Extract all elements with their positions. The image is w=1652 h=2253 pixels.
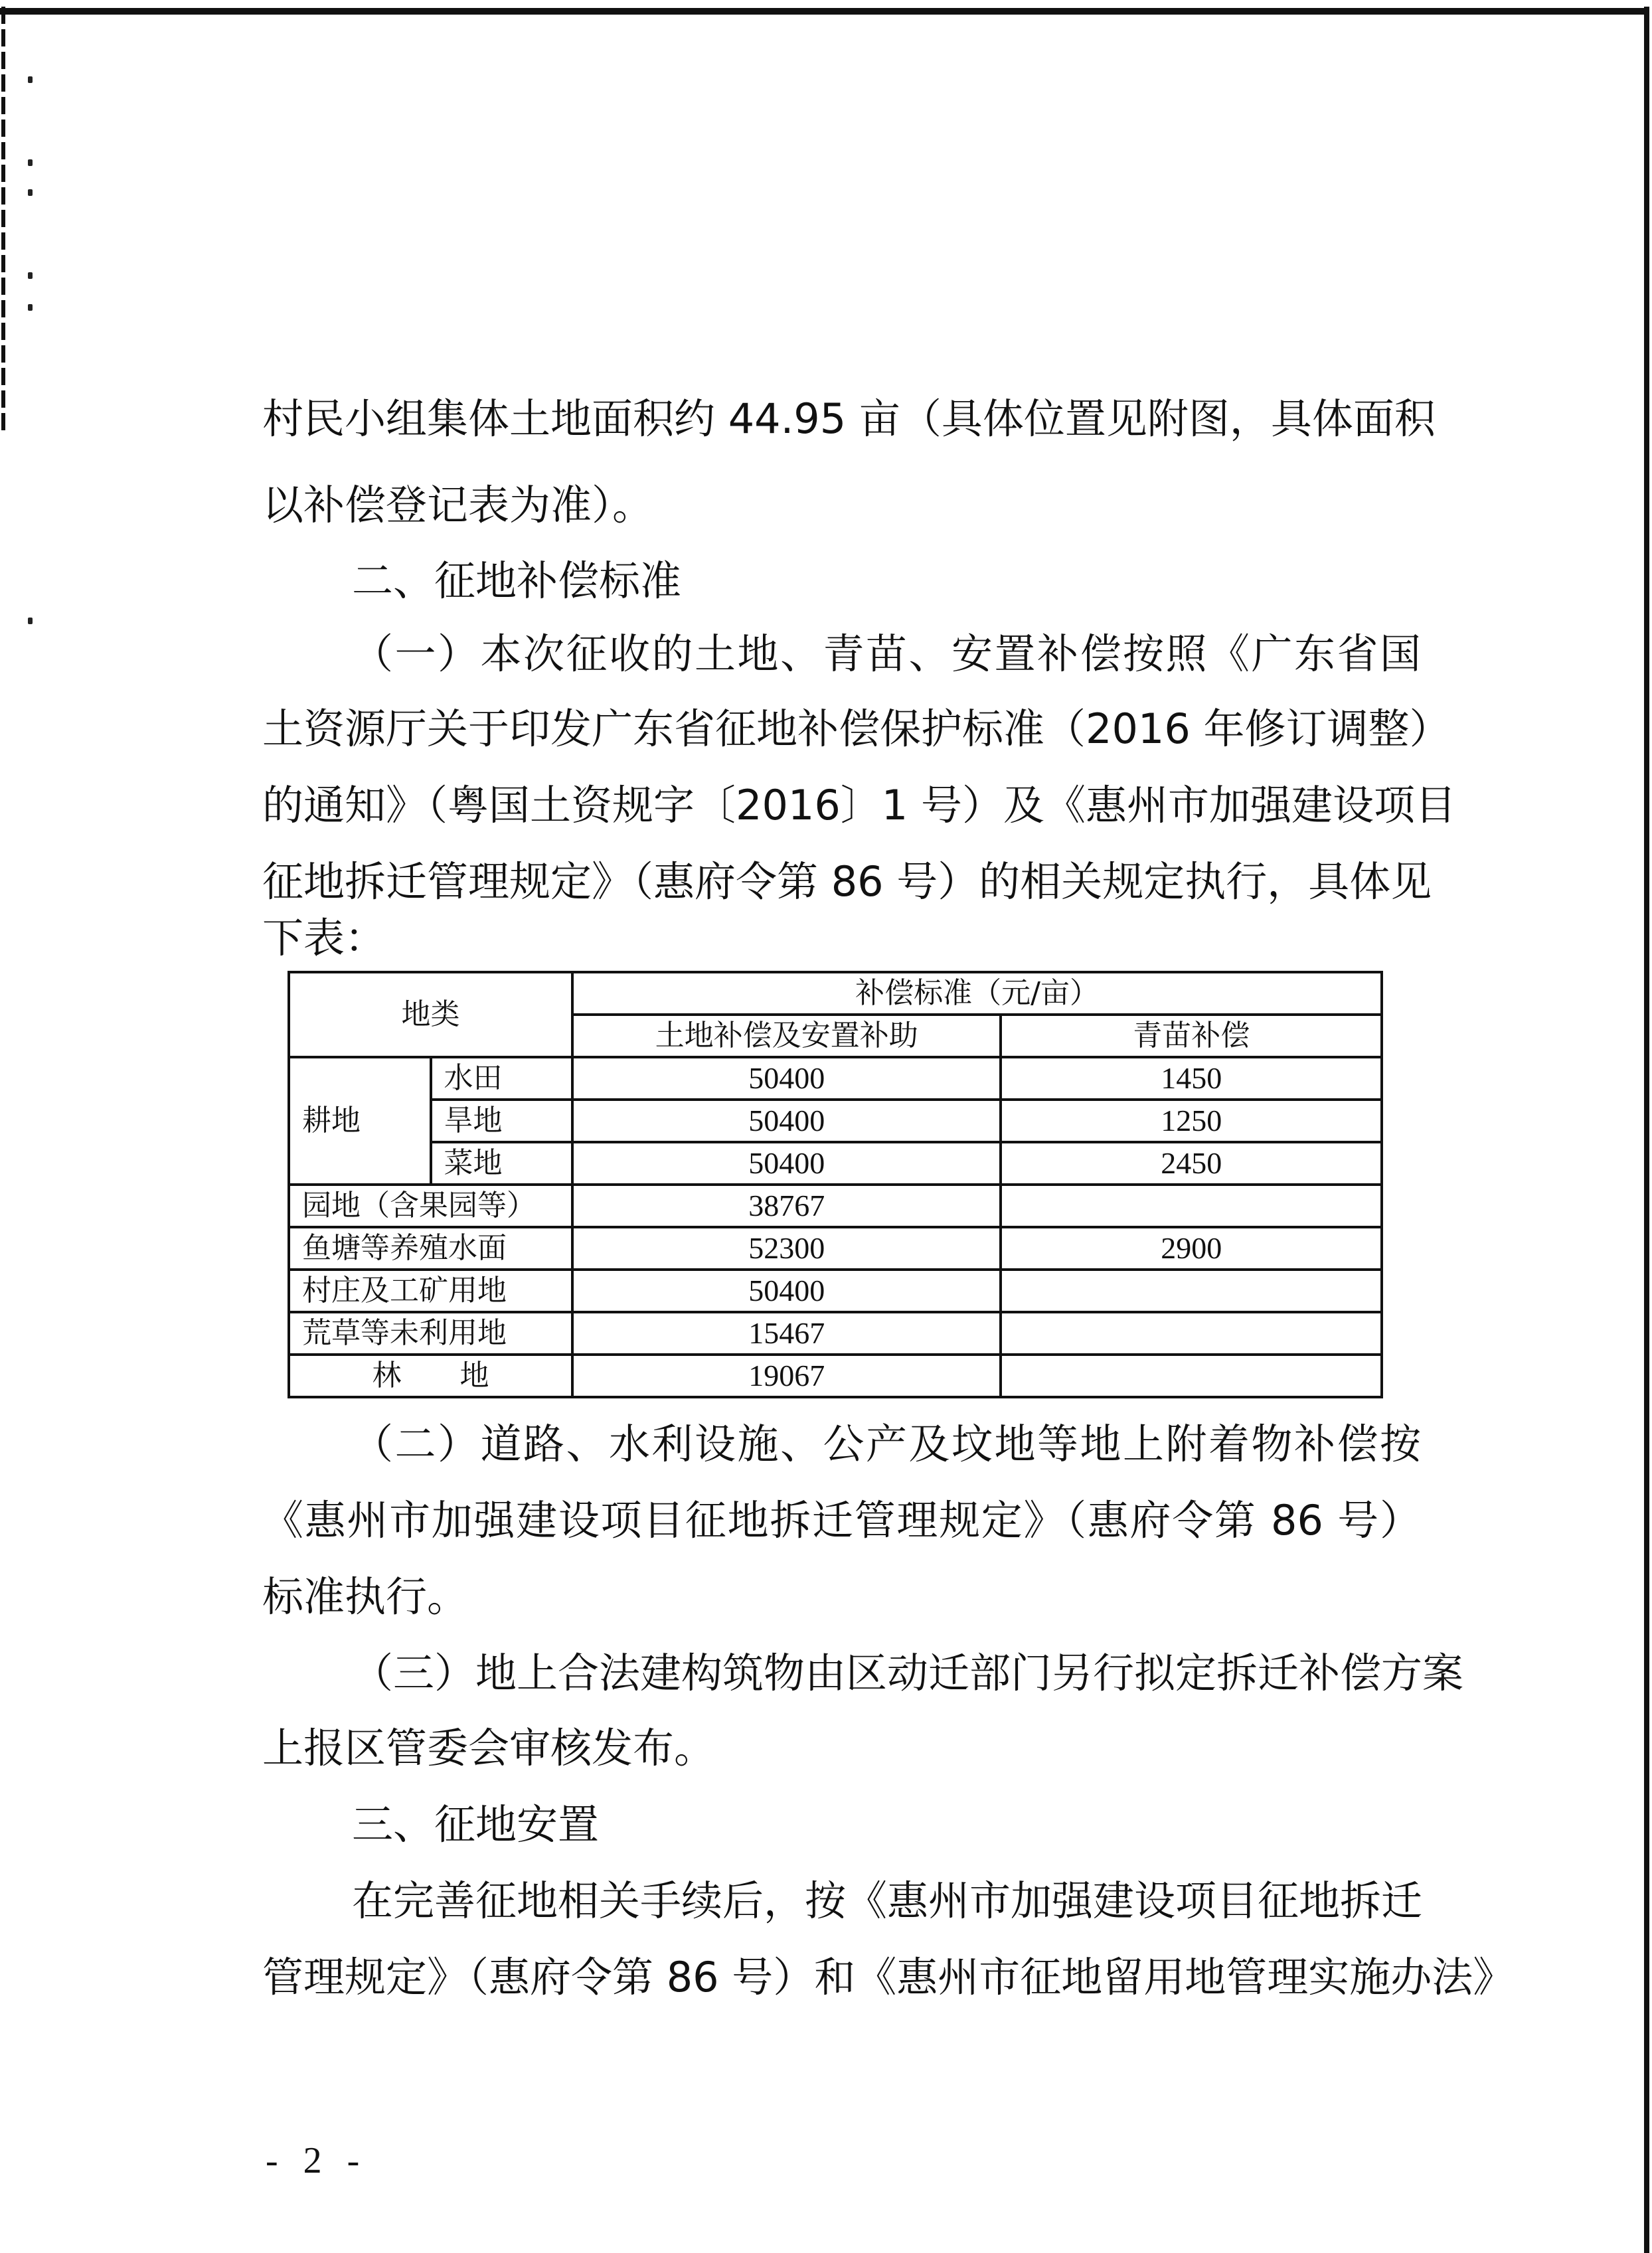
scan-border-right <box>1644 7 1649 2253</box>
item3-line-2: 上报区管委会审核发布。 <box>262 1724 716 1772</box>
land-comp-cell: 50400 <box>572 1057 1001 1100</box>
item1-line-5: 下表： <box>262 914 386 962</box>
scan-speck <box>28 189 33 196</box>
land-type-cell: 水田 <box>431 1057 573 1100</box>
table-row <box>289 1312 1382 1355</box>
scan-border-left <box>1 7 5 432</box>
page-number: - 2 - <box>266 2140 368 2181</box>
scan-speck <box>28 272 33 279</box>
land-type-cell: 旱地 <box>431 1100 573 1142</box>
scan-speck <box>28 618 33 624</box>
land-comp-cell: 50400 <box>572 1142 1001 1185</box>
crop-comp-cell <box>1001 1270 1382 1312</box>
compensation-table <box>288 971 1383 1398</box>
cultivated-group-cell: 耕地 <box>289 1057 431 1185</box>
table-row <box>289 1057 1382 1100</box>
table-row <box>289 1355 1382 1397</box>
table-row <box>289 1270 1382 1312</box>
land-comp-cell: 50400 <box>572 1270 1001 1312</box>
land-comp-cell: 19067 <box>572 1355 1001 1397</box>
header-crop-comp: 青苗补偿 <box>1001 1015 1382 1057</box>
table-row <box>289 1227 1382 1270</box>
table-row <box>289 1100 1382 1142</box>
crop-comp-cell: 1250 <box>1001 1100 1382 1142</box>
item1-line-3: 的通知》（粤国土资规字〔2016〕1 号）及《惠州市加强建设项目 <box>262 781 1456 829</box>
crop-comp-cell: 1450 <box>1001 1057 1382 1100</box>
land-comp-cell: 50400 <box>572 1100 1001 1142</box>
land-type-cell: 菜地 <box>431 1142 573 1185</box>
scan-border-top <box>0 8 1649 15</box>
section3-line-1: 在完善征地相关手续后，按《惠州市加强建设项目征地拆迁 <box>352 1877 1423 1925</box>
scan-speck <box>28 159 33 166</box>
header-land-comp: 土地补偿及安置补助 <box>572 1015 1001 1057</box>
land-type-cell: 荒草等未利用地 <box>289 1312 572 1355</box>
land-comp-cell: 52300 <box>572 1227 1001 1270</box>
land-type-cell: 鱼塘等养殖水面 <box>289 1227 572 1270</box>
land-type-cell: 园地（含果园等） <box>289 1185 572 1227</box>
table-row <box>289 1142 1382 1185</box>
land-type-cell: 村庄及工矿用地 <box>289 1270 572 1312</box>
item2-line-1: （二）道路、水利设施、公产及坟地等地上附着物补偿按 <box>352 1420 1421 1468</box>
crop-comp-cell <box>1001 1185 1382 1227</box>
section3-heading: 三、征地安置 <box>352 1800 600 1849</box>
item2-line-3: 标准执行。 <box>262 1572 469 1621</box>
land-comp-cell: 38767 <box>572 1185 1001 1227</box>
scan-speck <box>28 76 33 83</box>
section2-heading: 二、征地补偿标准 <box>352 556 682 605</box>
crop-comp-cell: 2900 <box>1001 1227 1382 1270</box>
scan-speck <box>28 304 33 311</box>
item3-line-1: （三）地上合法建构筑物由区动迁部门另行拟定拆迁补偿方案 <box>352 1649 1464 1697</box>
table-row <box>289 1185 1382 1227</box>
land-type-cell: 林 地 <box>289 1355 572 1397</box>
header-standard: 补偿标准（元/亩） <box>572 972 1382 1015</box>
item1-line-1: （一）本次征收的土地、青苗、安置补偿按照《广东省国 <box>352 629 1421 678</box>
crop-comp-cell: 2450 <box>1001 1142 1382 1185</box>
crop-comp-cell <box>1001 1355 1382 1397</box>
crop-comp-cell <box>1001 1312 1382 1355</box>
intro-line-2: 以补偿登记表为准）。 <box>262 481 654 529</box>
item1-line-4: 征地拆迁管理规定》（惠府令第 86 号）的相关规定执行，具体见 <box>262 857 1432 906</box>
header-land-type: 地类 <box>289 972 572 1057</box>
item2-line-2: 《惠州市加强建设项目征地拆迁管理规定》（惠府令第 86 号） <box>262 1496 1421 1544</box>
intro-line-1: 村民小组集体土地面积约 44.95 亩（具体位置见附图，具体面积 <box>262 394 1436 443</box>
land-comp-cell: 15467 <box>572 1312 1001 1355</box>
section3-line-2: 管理规定》（惠府令第 86 号）和《惠州市征地留用地管理实施办法》 <box>262 1953 1515 2001</box>
item1-line-2: 土资源厅关于印发广东省征地补偿保护标准（2016 年修订调整） <box>262 705 1451 753</box>
